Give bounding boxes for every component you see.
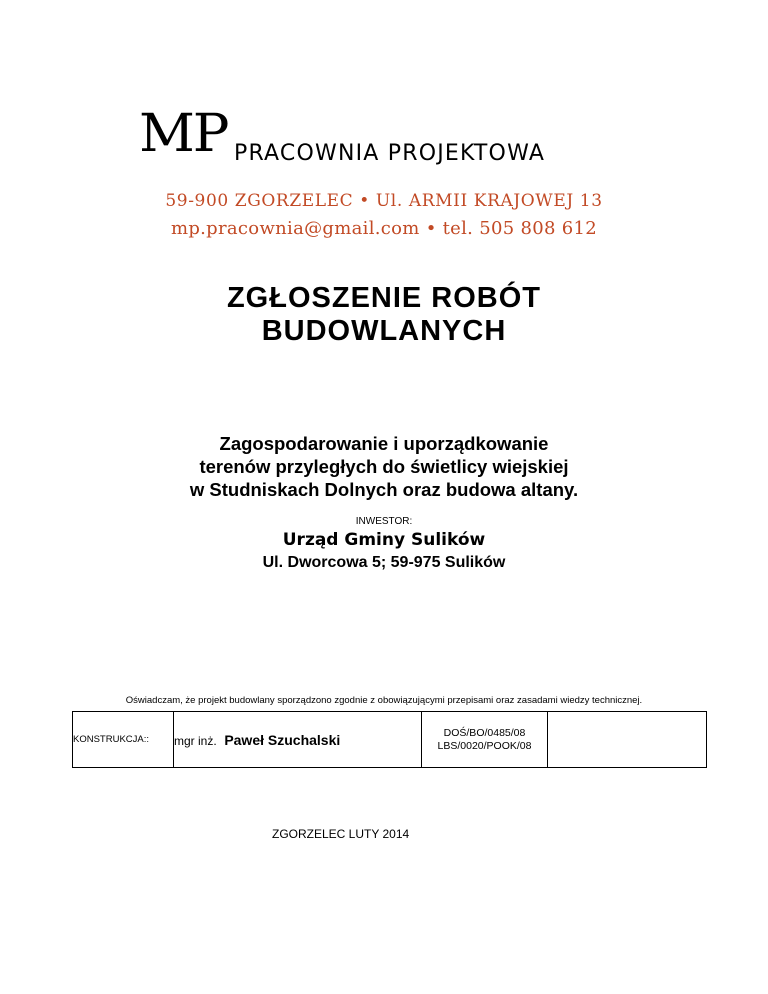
signature-row xyxy=(73,712,707,768)
investor-name: Urząd Gminy Sulików xyxy=(282,530,486,550)
license-number-2: LBS/0020/POOK/08 xyxy=(437,739,532,752)
project-line-2: terenów przyległych do świetlicy wiejskiej xyxy=(199,456,569,477)
company-contact: mp.pracownia@gmail.com • tel. 505 808 612 xyxy=(170,218,598,239)
investor-label: INWESTOR: xyxy=(355,516,413,527)
firm-name: PRACOWNIA PROJEKTOWA xyxy=(234,141,546,166)
investor-address: Ul. Dworcowa 5; 59-975 Sulików xyxy=(262,554,506,571)
document-title-line-1: ZGŁOSZENIE ROBÓT xyxy=(226,282,542,314)
license-cell xyxy=(422,712,548,768)
designer-title: mgr inż. xyxy=(174,733,217,748)
document-title-line-2: BUDOWLANYCH xyxy=(261,315,507,347)
document-title xyxy=(0,282,768,348)
company-address: 59-900 ZGORZELEC • Ul. ARMII KRAJOWEJ 13 xyxy=(165,191,603,211)
role-cell: KONSTRUKCJA:: xyxy=(73,712,174,768)
place-and-date: ZGORZELEC LUTY 2014 xyxy=(272,827,410,841)
logo-letters: MP xyxy=(139,104,228,164)
project-description xyxy=(0,432,768,501)
project-line-1: Zagospodarowanie i uporządkowanie xyxy=(219,433,549,454)
project-line-3: w Studniskach Dolnych oraz budowa altany. xyxy=(189,479,579,500)
license-number-1: DOŚ/BO/0485/08 xyxy=(443,726,526,739)
signature-cell xyxy=(548,712,707,768)
designer-cell xyxy=(174,712,422,768)
designer-statement: Oświadczam, że projekt budowlany sporządzono zgodnie z obowiązującymi przepisami oraz zasadami wiedzy technicznej. xyxy=(125,695,643,706)
signature-table xyxy=(72,711,707,768)
designer-name: Paweł Szuchalski xyxy=(224,731,341,748)
